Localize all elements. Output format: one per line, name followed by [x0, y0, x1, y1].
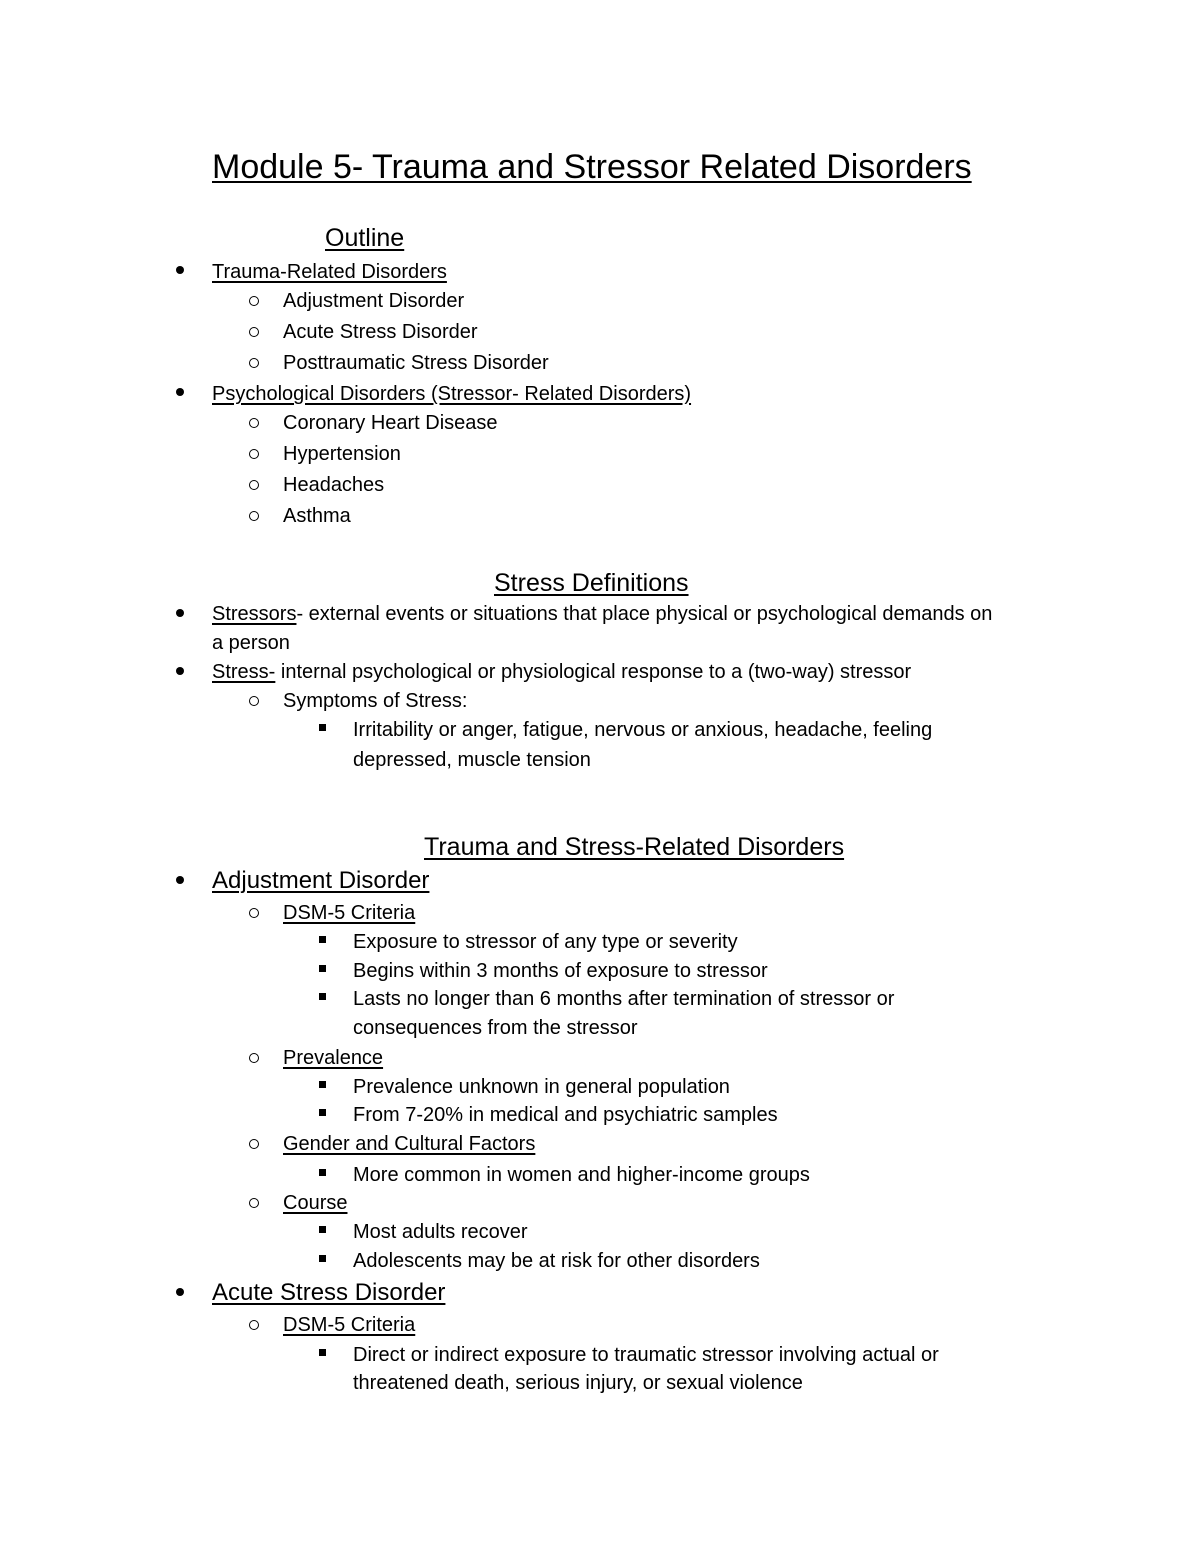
bullet-disc-icon	[176, 876, 184, 884]
symptoms-text-cont: depressed, muscle tension	[353, 749, 591, 771]
stress-definition	[212, 662, 911, 682]
bullet-square-icon	[319, 724, 326, 731]
stress-definitions-heading: Stress Definitions	[494, 569, 689, 597]
acute-stress-disorder-heading: Acute Stress Disorder	[212, 1279, 446, 1306]
bullet-square-icon	[319, 936, 326, 943]
stress-text: internal psychological or physiological response to a (two-way) stressor	[275, 661, 912, 683]
adjustment-disorder-heading: Adjustment Disorder	[212, 867, 430, 894]
bullet-disc-icon	[176, 266, 184, 274]
stressors-definition	[212, 604, 992, 624]
trauma-section-heading: Trauma and Stress-Related Disorders	[424, 833, 845, 861]
bullet-disc-icon	[176, 667, 184, 675]
bullet-disc-icon	[176, 609, 184, 617]
bullet-square-icon	[319, 965, 326, 972]
stress-term: Stress-	[212, 661, 276, 683]
symptoms-label: Symptoms of Stress:	[283, 690, 468, 712]
page-title: Module 5- Trauma and Stressor Related Disorders	[212, 148, 972, 186]
bullet-square-icon	[319, 1109, 326, 1116]
outline-item: Asthma	[283, 505, 351, 527]
bullet-circle-icon	[249, 418, 259, 428]
stressors-text-cont: a person	[212, 632, 290, 654]
bullet-square-icon	[319, 1226, 326, 1233]
bullet-circle-icon	[249, 1053, 259, 1063]
bullet-square-icon	[319, 1081, 326, 1088]
symptoms-text: Irritability or anger, fatigue, nervous or anxious, headache, feeling	[353, 719, 933, 741]
outline-heading: Outline	[325, 224, 405, 252]
bullet-circle-icon	[249, 1198, 259, 1208]
gender-item: More common in women and higher-income groups	[353, 1164, 810, 1186]
gender-cultural-label: Gender and Cultural Factors	[283, 1133, 536, 1155]
bullet-circle-icon	[249, 908, 259, 918]
course-label: Course	[283, 1192, 348, 1214]
criteria-item: Exposure to stressor of any type or severity	[353, 931, 738, 953]
bullet-disc-icon	[176, 1288, 184, 1296]
outline-item: Acute Stress Disorder	[283, 321, 478, 343]
criteria-item: Lasts no longer than 6 months after termination of stressor or	[353, 988, 895, 1010]
prevalence-item: From 7-20% in medical and psychiatric samples	[353, 1104, 778, 1126]
criteria-item: Begins within 3 months of exposure to stressor	[353, 960, 768, 982]
bullet-circle-icon	[249, 449, 259, 459]
outline-item: Hypertension	[283, 443, 401, 465]
bullet-circle-icon	[249, 1139, 259, 1149]
outline-group-trauma: Trauma-Related Disorders	[212, 261, 447, 283]
outline-item: Headaches	[283, 474, 385, 496]
outline-item: Adjustment Disorder	[283, 290, 465, 312]
prevalence-item: Prevalence unknown in general population	[353, 1076, 730, 1098]
bullet-circle-icon	[249, 1320, 259, 1330]
dsm5-criteria-label: DSM-5 Criteria	[283, 902, 416, 924]
dsm5-criteria-label: DSM-5 Criteria	[283, 1314, 416, 1336]
bullet-square-icon	[319, 1349, 326, 1356]
outline-item: Coronary Heart Disease	[283, 412, 498, 434]
course-item: Most adults recover	[353, 1221, 528, 1243]
bullet-square-icon	[319, 1255, 326, 1262]
stressors-text: - external events or situations that place physical or psychological demands on	[296, 603, 993, 625]
bullet-circle-icon	[249, 480, 259, 490]
criteria-item: Direct or indirect exposure to traumatic stressor involving actual or	[353, 1344, 939, 1366]
bullet-circle-icon	[249, 296, 259, 306]
bullet-square-icon	[319, 1169, 326, 1176]
outline-item: Posttraumatic Stress Disorder	[283, 352, 549, 374]
bullet-square-icon	[319, 993, 326, 1000]
stressors-term: Stressors	[212, 603, 297, 625]
bullet-circle-icon	[249, 511, 259, 521]
outline-group-psychological: Psychological Disorders (Stressor- Related Disorders)	[212, 383, 692, 405]
prevalence-label: Prevalence	[283, 1047, 384, 1069]
course-item: Adolescents may be at risk for other disorders	[353, 1250, 760, 1272]
bullet-circle-icon	[249, 696, 259, 706]
bullet-circle-icon	[249, 358, 259, 368]
criteria-item-cont: consequences from the stressor	[353, 1017, 638, 1039]
bullet-disc-icon	[176, 388, 184, 396]
bullet-circle-icon	[249, 327, 259, 337]
criteria-item-cont: threatened death, serious injury, or sexual violence	[353, 1372, 803, 1394]
